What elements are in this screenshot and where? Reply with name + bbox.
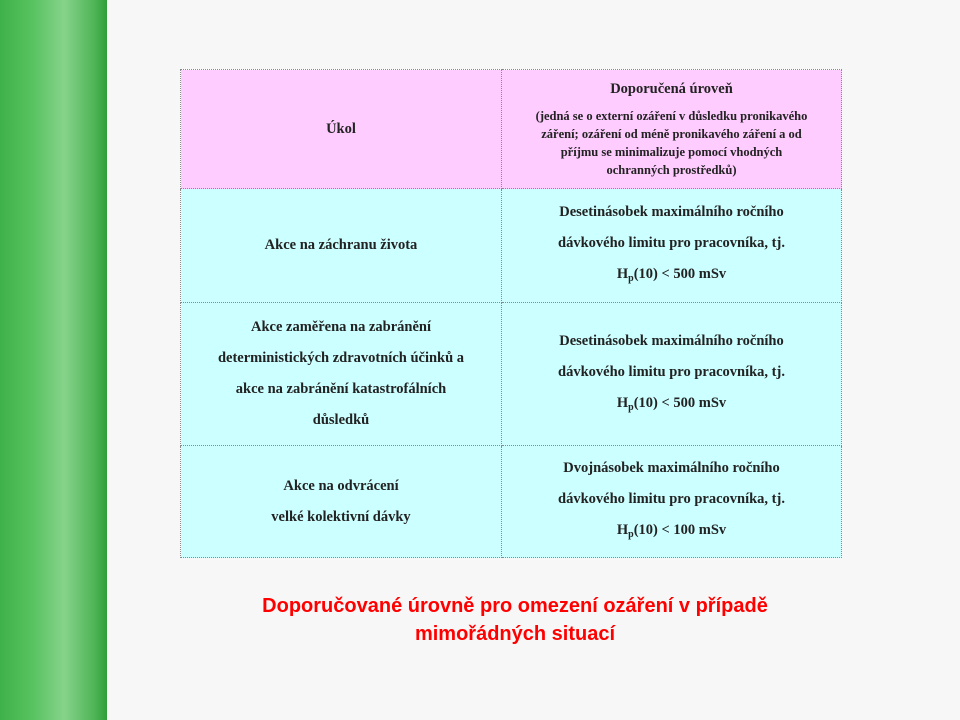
task-cell: Akce na odvrácení velké kolektivní dávky (181, 446, 502, 558)
slide-caption: Doporučované úrovně pro omezení ozáření v případě mimořádných situací (262, 595, 768, 645)
dose-limit: $H_p(10) < 500$ mSv (616, 394, 727, 413)
dose-limit: $H_p(10) < 500$ mSv (616, 266, 727, 284)
table-row (181, 303, 842, 446)
side-accent-bar (0, 0, 107, 720)
level-cell: Dvojnásobek maximálního ročního dávkového limitu pro pracovníka, tj. $H_p(10) < 100$ mSv (502, 446, 842, 558)
table-row (181, 446, 842, 558)
header-task: Úkol (181, 70, 502, 189)
header-recommended-level (502, 70, 842, 189)
table-row (181, 189, 842, 303)
task-cell: Akce zaměřena na zabránění deterministických zdravotních účinků a akce na zabránění katastrofálních důsledků (181, 303, 502, 446)
level-cell: Desetinásobek maximálního ročního dávkového limitu pro pracovníka, tj. $H_p(10) < 500$ mSv (502, 189, 842, 303)
task-cell: Akce na záchranu života (181, 189, 502, 303)
dose-limit: $H_p(10) < 100$ mSv (616, 522, 727, 540)
level-cell: Desetinásobek maximálního ročního dávkového limitu pro pracovníka, tj. $H_p(10) < 500$ mSv (502, 303, 842, 446)
dose-level-table (180, 69, 841, 555)
header-level-title: Doporučená úroveň (610, 81, 733, 97)
table-header-row (181, 70, 842, 189)
header-level-note: (jedná se o externí ozáření v důsledku pronikavého záření; ozáření od méně pronikavého záření a od příjmu se minimalizuje pomocí vhodných ochranných prostředků) (535, 109, 808, 177)
